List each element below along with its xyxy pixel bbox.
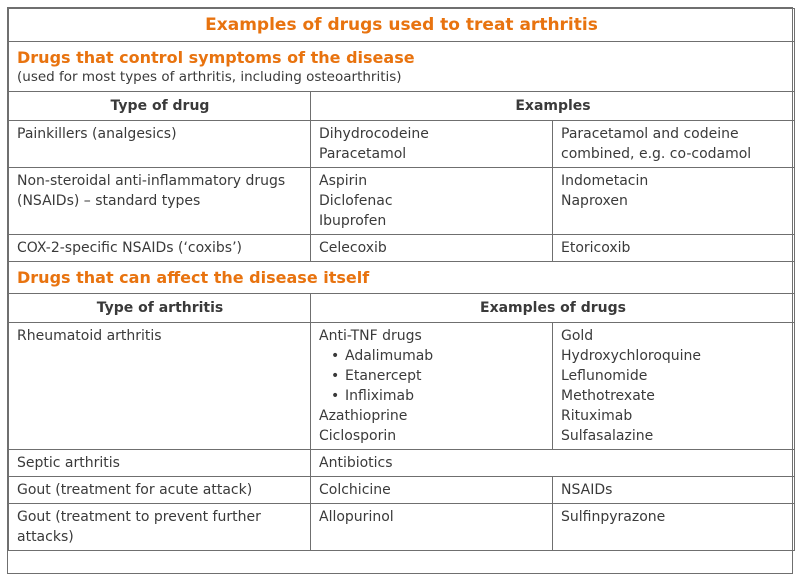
examples-cell bbox=[553, 477, 795, 504]
drug-name: Leflunomide bbox=[561, 368, 648, 384]
drug-name: Etanercept bbox=[345, 368, 422, 384]
bullet-item bbox=[319, 346, 545, 366]
bullet-item bbox=[319, 386, 545, 406]
section-symptoms-header bbox=[9, 42, 795, 92]
table-row bbox=[9, 121, 795, 168]
drug-name: Indometacin bbox=[561, 173, 649, 189]
drug-group-name: Anti-TNF drugs bbox=[319, 328, 422, 344]
table-row bbox=[9, 477, 795, 504]
column-header-type-of-arthritis: Type of arthritis bbox=[9, 294, 311, 323]
type-cell bbox=[9, 121, 311, 168]
table-title: Examples of drugs used to treat arthritis bbox=[9, 9, 795, 42]
type-text: Non-steroidal anti-inflammatory drugs bbox=[17, 173, 286, 189]
section-symptoms-title: Drugs that control symptoms of the disease bbox=[17, 48, 415, 67]
examples-cell bbox=[553, 168, 795, 235]
examples-cell bbox=[553, 323, 795, 450]
drug-name: Etoricoxib bbox=[561, 240, 631, 256]
drug-name: Azathioprine bbox=[319, 408, 408, 424]
type-text: Septic arthritis bbox=[17, 455, 120, 471]
type-cell bbox=[9, 504, 311, 551]
examples-cell bbox=[311, 235, 553, 262]
section-disease-title: Drugs that can affect the disease itself bbox=[17, 268, 370, 287]
column-header-type-of-drug: Type of drug bbox=[9, 92, 311, 121]
drug-name: Gold bbox=[561, 328, 594, 344]
drug-name: Ciclosporin bbox=[319, 428, 397, 444]
arthritis-drugs-table-frame bbox=[7, 7, 793, 574]
examples-cell bbox=[311, 450, 795, 477]
table-row bbox=[9, 323, 795, 450]
type-cell bbox=[9, 168, 311, 235]
type-text: Rheumatoid arthritis bbox=[17, 328, 162, 344]
drug-name: Colchicine bbox=[319, 482, 391, 498]
type-text: (NSAIDs) – standard types bbox=[17, 193, 201, 209]
table-row bbox=[9, 168, 795, 235]
type-text: COX-2-specific NSAIDs (‘coxibs’) bbox=[17, 240, 243, 256]
examples-cell bbox=[553, 121, 795, 168]
type-cell bbox=[9, 323, 311, 450]
drug-name: Paracetamol and codeine bbox=[561, 126, 739, 142]
type-text: attacks) bbox=[17, 529, 74, 545]
arthritis-drugs-table bbox=[8, 8, 795, 551]
section-disease-header bbox=[9, 262, 795, 294]
drug-name: Ibuprofen bbox=[319, 213, 387, 229]
type-text: Gout (treatment for acute attack) bbox=[17, 482, 253, 498]
drug-name: Dihydrocodeine bbox=[319, 126, 429, 142]
examples-cell bbox=[553, 235, 795, 262]
examples-cell bbox=[553, 504, 795, 551]
bullet-icon: • bbox=[331, 348, 340, 364]
examples-cell bbox=[311, 504, 553, 551]
type-cell bbox=[9, 477, 311, 504]
table-row bbox=[9, 504, 795, 551]
drug-name: Methotrexate bbox=[561, 388, 655, 404]
examples-cell bbox=[311, 323, 553, 450]
drug-name: Hydroxychloroquine bbox=[561, 348, 702, 364]
examples-cell bbox=[311, 121, 553, 168]
drug-name: Sulfasalazine bbox=[561, 428, 654, 444]
drug-name: Infliximab bbox=[345, 388, 414, 404]
drug-name: Allopurinol bbox=[319, 509, 394, 525]
type-cell bbox=[9, 235, 311, 262]
section-symptoms-subtitle: (used for most types of arthritis, including osteoarthritis) bbox=[17, 69, 402, 85]
type-text: Gout (treatment to prevent further bbox=[17, 509, 261, 525]
column-header-examples: Examples bbox=[311, 92, 795, 121]
examples-cell bbox=[311, 168, 553, 235]
table-row bbox=[9, 235, 795, 262]
column-header-examples-of-drugs: Examples of drugs bbox=[311, 294, 795, 323]
bullet-icon: • bbox=[331, 388, 340, 404]
drug-name: Diclofenac bbox=[319, 193, 393, 209]
drug-name: Paracetamol bbox=[319, 146, 407, 162]
drug-name: Sulfinpyrazone bbox=[561, 509, 666, 525]
drug-name: NSAIDs bbox=[561, 482, 613, 498]
drug-name: combined, e.g. co-codamol bbox=[561, 146, 752, 162]
type-text: Painkillers (analgesics) bbox=[17, 126, 177, 142]
examples-cell bbox=[311, 477, 553, 504]
drug-name: Celecoxib bbox=[319, 240, 387, 256]
drug-name: Rituximab bbox=[561, 408, 633, 424]
bullet-icon: • bbox=[331, 368, 340, 384]
bullet-item bbox=[319, 366, 545, 386]
drug-name: Adalimumab bbox=[345, 348, 434, 364]
table-row bbox=[9, 450, 795, 477]
drug-name: Aspirin bbox=[319, 173, 368, 189]
drug-name: Antibiotics bbox=[319, 455, 393, 471]
type-cell bbox=[9, 450, 311, 477]
drug-name: Naproxen bbox=[561, 193, 628, 209]
